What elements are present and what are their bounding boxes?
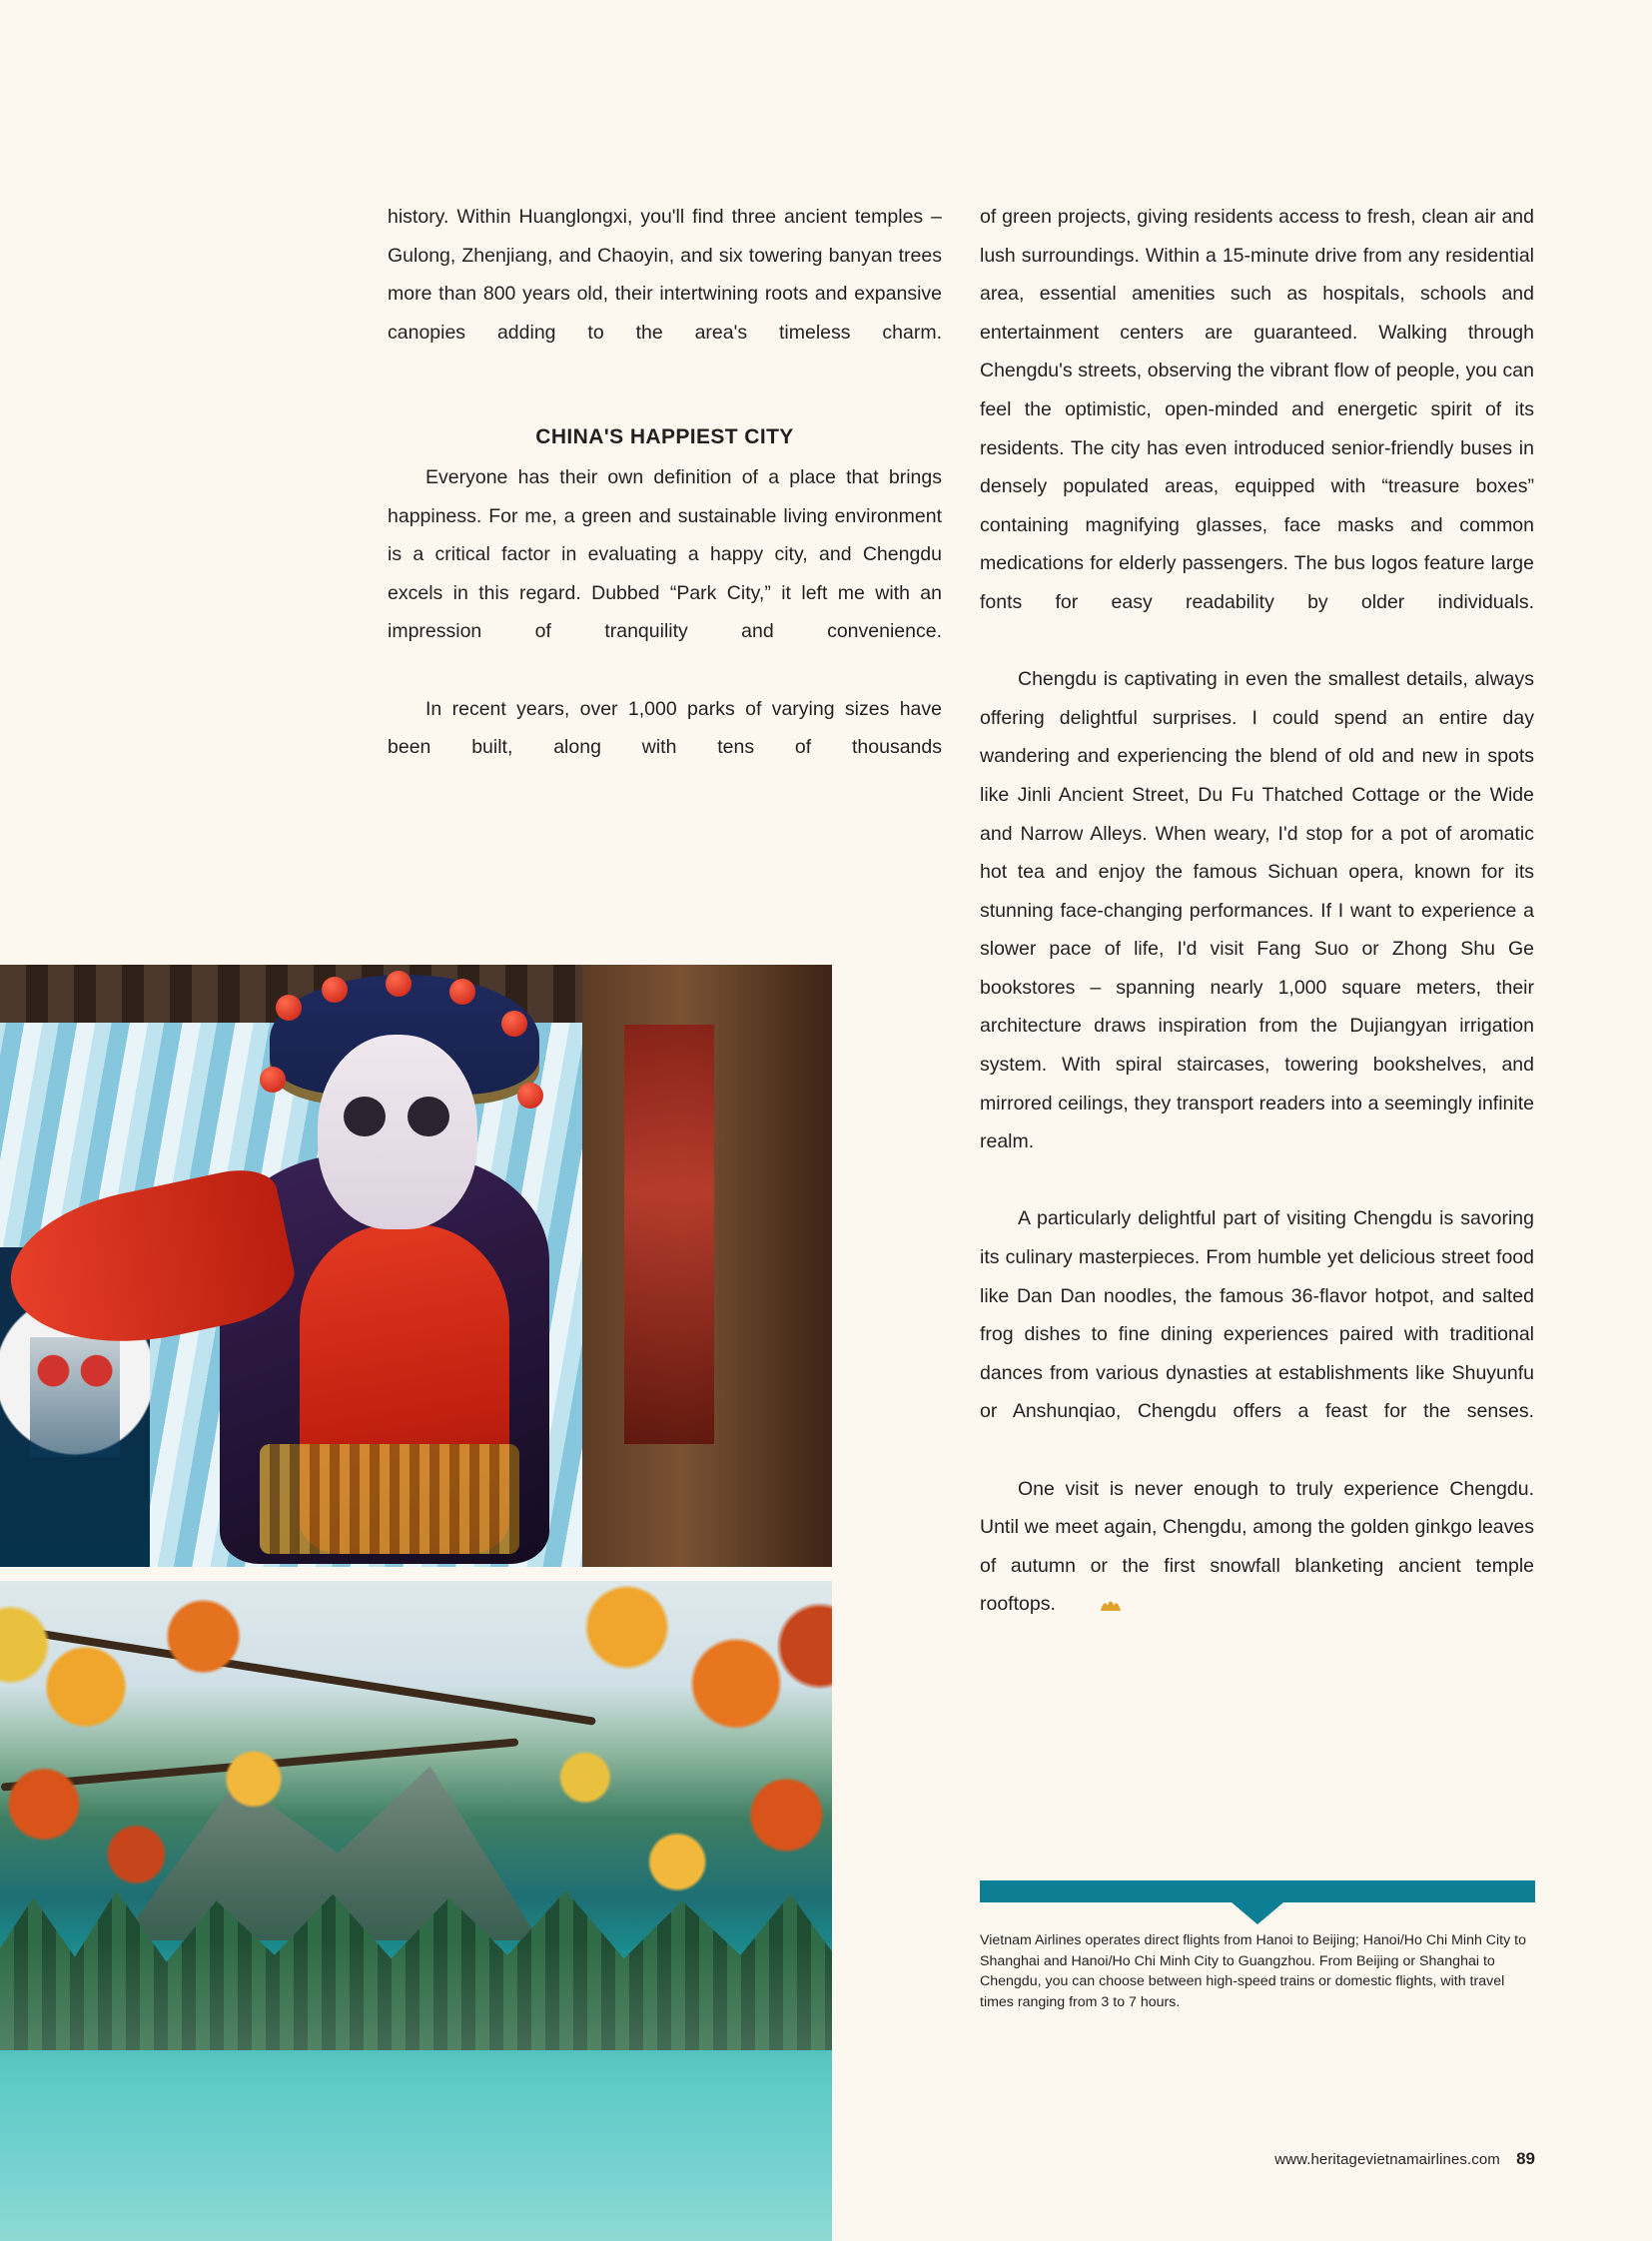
- right-paragraph-4-text: One visit is never enough to truly experience Chengdu. Until we meet again, Chengdu, among the golden ginkgo leaves of autumn or the first snowfall blanketing ancient temple rooftops.: [980, 1477, 1534, 1616]
- opera-pompom: [517, 1083, 543, 1109]
- image-sichuan-opera: [0, 965, 832, 1567]
- left-paragraph-1: history. Within Huanglongxi, you'll find three ancient temples – Gulong, Zhenjiang, and Chaoyin, and six towering banyan trees more than 800 years old, their intertwining roots and expansive canopies adding to the area's timeless charm.: [388, 206, 942, 344]
- ribbon-notch-icon: [1232, 1902, 1283, 1924]
- opera-pompom: [449, 979, 475, 1005]
- ribbon-bar: [980, 1880, 1535, 1902]
- opera-pompom: [322, 977, 348, 1003]
- opera-pompom: [501, 1011, 527, 1037]
- end-mark-icon: [1062, 1587, 1082, 1601]
- opera-pompom: [260, 1067, 286, 1093]
- page-footer: [980, 2149, 1535, 2169]
- right-paragraph-1: of green projects, giving residents access to fresh, clean air and lush surroundings. Within a 15-minute drive from any residential area, essential amenities such as hospitals, schools and entertainment centers are guaranteed. Walking through Chengdu's streets, observing the vibrant flow of people, you can feel the optimistic, open-minded and energetic spirit of its residents. The city has even introduced senior-friendly buses in densely populated areas, equipped with “treasure boxes” containing magnifying glasses, face masks and common medications for elderly passengers. The bus logos feature large fonts for easy readability by older individuals.: [980, 206, 1534, 613]
- opera-pompom: [386, 971, 412, 997]
- opera-performer: [150, 975, 669, 1567]
- lake-water-reflection: [0, 1941, 832, 2241]
- right-paragraph-3: A particularly delightful part of visiting Chengdu is savoring its culinary masterpieces. From humble yet delicious street food like Dan Dan noodles, the famous 36-flavor hotpot, and salted frog dishes to fine dining experiences paired with traditional dances from various dynasties at establishments like Shuyunfu or Anshunqiao, Chengdu offers a feast for the senses.: [980, 1207, 1534, 1423]
- opera-pompom: [276, 995, 302, 1021]
- lake-autumn-foliage: [0, 1581, 380, 1980]
- right-paragraph-4: [980, 1470, 1534, 1624]
- right-text-column: [980, 198, 1534, 1624]
- ribbon-divider: [980, 1880, 1535, 1916]
- right-paragraph-2: Chengdu is captivating in even the smallest details, always offering delightful surprises. I could spend an entire day wandering and experiencing the blend of old and new in spots like Jinli Ancient Street, Du Fu Thatched Cottage or the Wide and Narrow Alleys. When weary, I'd stop for a pot of aromatic hot tea and enjoy the famous Sichuan opera, known for its stunning face-changing performances. If I want to experience a slower pace of life, I'd visit Fang Suo or Zhong Shu Ge bookstores – spanning nearly 1,000 square meters, their architecture draws inspiration from the Dujiangyan irrigation system. With spiral staircases, towering bookshelves, and mirrored ceilings, they transport readers into a seemingly infinite realm.: [980, 668, 1534, 1153]
- opera-gold-embroidery: [260, 1444, 519, 1554]
- opera-painted-face: [318, 1035, 477, 1229]
- left-paragraph-3: In recent years, over 1,000 parks of varying sizes have been built, along with tens of thousands: [388, 697, 942, 759]
- section-subheading: CHINA'S HAPPIEST CITY: [535, 424, 794, 448]
- travel-info-text: Vietnam Airlines operates direct flights from Hanoi to Beijing; Hanoi/Ho Chi Minh City to Shanghai and Hanoi/Ho Chi Minh City to Guangzhou. From Beijing or Shanghai to Chengdu, you can choose between high-speed trains or domestic flights, with travel times ranging from 3 to 7 hours.: [980, 1932, 1526, 2010]
- left-text-column: [388, 198, 942, 805]
- image-autumn-lake: [0, 1581, 832, 2241]
- left-paragraph-2: Everyone has their own definition of a place that brings happiness. For me, a green and sustainable living environment is a critical factor in evaluating a happy city, and Chengdu excels in this regard. Dubbed “Park City,” it left me with an impression of tranquility and convenience.: [388, 465, 942, 643]
- footer-page-number: 89: [1516, 2149, 1535, 2168]
- travel-info-box: [980, 1880, 1535, 2012]
- footer-website-url[interactable]: www.heritagevietnamairlines.com: [1274, 2151, 1500, 2168]
